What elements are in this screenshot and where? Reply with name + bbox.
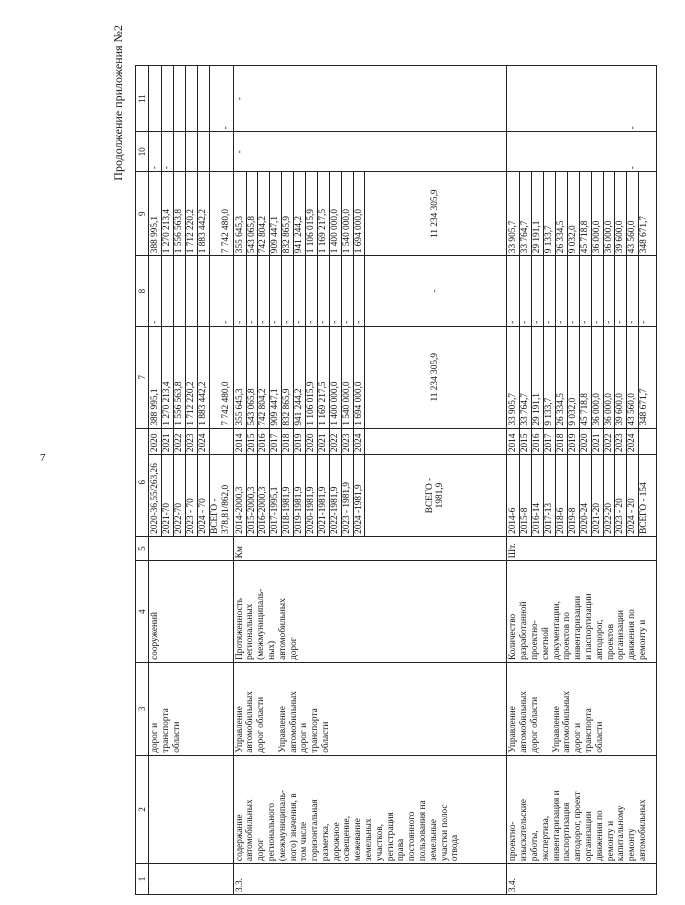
program-table	[135, 65, 657, 895]
cell-activity: проектно- изыскательские работы, экспертиза, инвентаризация и паспортизация автодорог, проект организации движения по ремонту и капитальному ремонту автомобильных	[507, 755, 657, 863]
table-row-continuation	[149, 66, 233, 895]
cell-target-values: 2014-6 2015-8 2016-14 2017-13 2018-6 2019-8 2020-24 2021-20 2022-20 2023 - 20 2024 - 20 ВСЕГО - 154	[507, 455, 657, 537]
cell-target-values: 2014-2000,3 2015-2000,3 2016-2000,3 2017-1995,1 2018-1981,9 2019-1981,9 2020-1981,9 2021-1981,9 2022-1981,9 2023 - 1981,9 2024 -1981,9 ВСЕГО - 1981,9	[233, 455, 507, 537]
header-cell: 6	[136, 428, 149, 536]
cell-years: 2014 2015 2016 2017 2018 2019 2020 2021 2022 2023 2024	[233, 428, 507, 455]
cell-executor: дорог и транспорта области	[149, 662, 233, 755]
header-cell: 8	[136, 256, 149, 327]
cell-num: 3.3.	[233, 864, 507, 895]
cell-unit: Км	[233, 536, 507, 560]
cell-unit: Шт.	[507, 536, 657, 560]
cell-indicator: Количество разработанной проектно- сметной документации, проектов по инвентаризации и паспортизации автодорог, проектов организации движения по ремонту и	[507, 561, 657, 663]
cell-executor: Управление автомобильных дорог области Управление автомобильных дорог и транспорта области	[233, 662, 507, 755]
appendix-title: Продолжение приложения №2	[111, 25, 125, 181]
cell-target-values: 2020-36,55/263,26 2021-70 2022-70 2023 - 70 2024 - 70 ВСЕГО - 378,81/862,0	[149, 455, 233, 537]
table-row-3-3	[233, 66, 507, 895]
cell-executor: Управление автомобильных дорог области Управление автомобильных дорог и транспорта области	[507, 662, 657, 755]
header-cell: 9	[136, 172, 149, 256]
cell-num: 3.4.	[507, 864, 657, 895]
header-cell: 4	[136, 561, 149, 663]
header-cell: 3	[136, 662, 149, 755]
cell-local: - -	[149, 132, 233, 172]
cell-total: 33 905,7 33 764,7 29 191,1 9 133,7 26 334,5 9 032,0 45 718,8 36 000,0 36 000,0 39 600,0 43 560,0 348 671,7	[507, 326, 657, 428]
table-row-3-4	[507, 66, 657, 895]
page-number: 7	[40, 452, 46, 464]
cell-local: -	[507, 132, 657, 172]
cell-local: -	[233, 132, 507, 172]
cell-regional: 388 995,1 1 270 213,4 1 556 563,8 1 712 220,2 1 883 442,2 7 742 480,0	[149, 172, 233, 256]
cell-other: -	[149, 66, 233, 132]
header-cell: 5	[136, 536, 149, 560]
header-row	[136, 66, 149, 895]
cell-total: 388 995,1 1 270 213,4 1 556 563,8 1 712 220,2 1 883 442,2 7 742 480,0	[149, 326, 233, 428]
cell-indicator: Протяженность региональных (межмуниципаль- ных) автомобильных дорог	[233, 561, 507, 663]
header-cell: 11	[136, 66, 149, 132]
cell-federal: - -	[149, 256, 233, 327]
cell-years: 2014 2015 2016 2017 2018 2019 2020 2021 2022 2023 2024	[507, 428, 657, 455]
cell-years: 2020 2021 2022 2023 2024	[149, 428, 233, 455]
cell-other: -	[507, 66, 657, 132]
cell-num	[149, 864, 233, 895]
cell-regional: 33 905,7 33 764,7 29 191,1 9 133,7 26 334,5 9 032,0 45 718,8 36 000,0 36 000,0 39 600,0 43 560,0 348 671,7	[507, 172, 657, 256]
header-cell: 2	[136, 755, 149, 863]
cell-federal: - - - - - - - - - - - -	[233, 256, 507, 327]
cell-total: 355 645,3 543 065,8 742 804,2 909 447,1 832 865,9 941 244,2 1 106 015,9 1 169 217,5 1 400 000,0 1 540 000,0 1 694 000,0 11 234 305,9	[233, 326, 507, 428]
cell-regional: 355 645,3 543 065,8 742 804,2 909 447,1 832 865,9 941 244,2 1 106 015,9 1 169 217,5 1 400 000,0 1 540 000,0 1 694 000,0 11 234 305,9	[233, 172, 507, 256]
cell-activity: содержание автомобильных дорог регионального (межмуниципаль- ного) значения, в том числе горизонтальная разметка, дорожное освещение, межевание земельных участков, регистрация права постоянного пользования на земельные участки полос отвода	[233, 755, 507, 863]
header-cell: 7	[136, 326, 149, 428]
cell-activity	[149, 755, 233, 863]
cell-unit	[149, 536, 233, 560]
cell-federal: - - - - - - - - - - - -	[507, 256, 657, 327]
header-cell: 10	[136, 132, 149, 172]
cell-indicator: сооружений	[149, 561, 233, 663]
cell-other: -	[233, 66, 507, 132]
header-cell: 1	[136, 864, 149, 895]
